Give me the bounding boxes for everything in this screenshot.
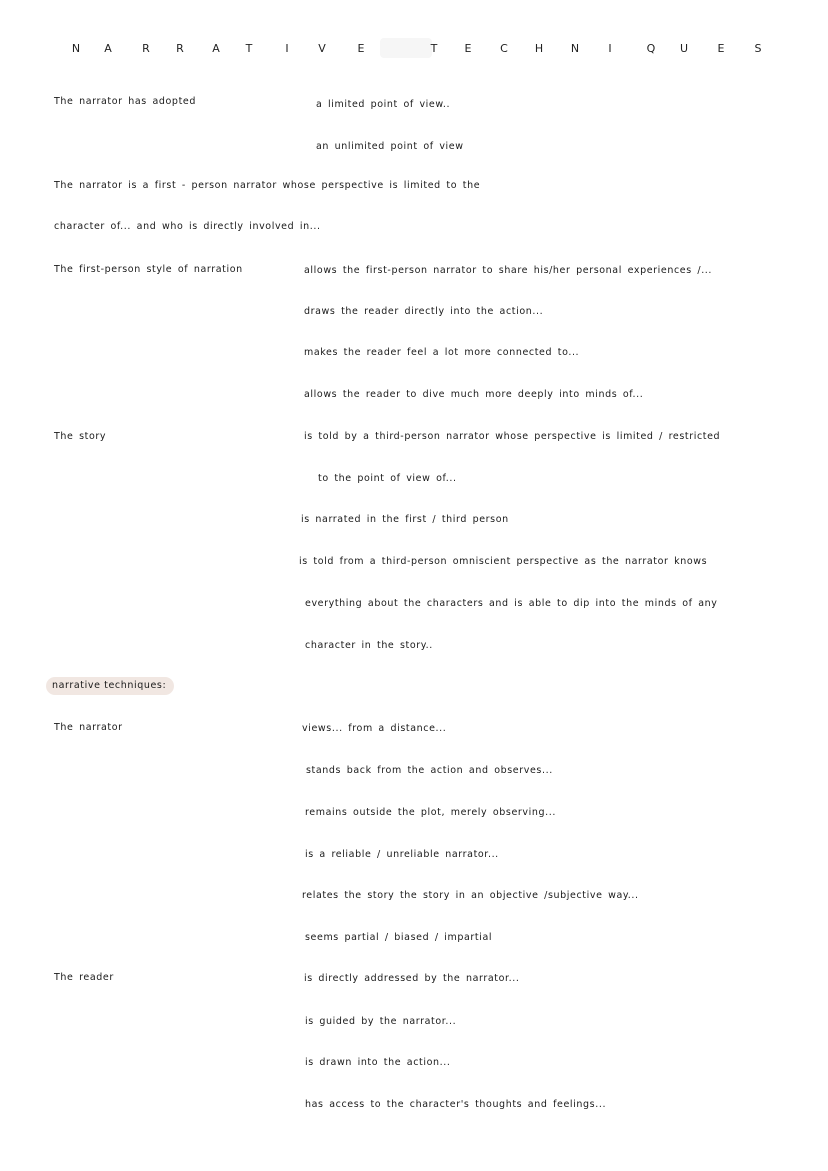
- title-letter: H: [534, 42, 544, 55]
- section-heading: narrative techniques:: [46, 677, 174, 695]
- phrase: is guided by the narrator...: [305, 1016, 457, 1027]
- phrase: views... from a distance...: [302, 723, 447, 734]
- title-letter: S: [754, 42, 762, 55]
- phrase: an unlimited point of view: [316, 141, 464, 152]
- phrase: allows the reader to dive much more deeply into minds of...: [304, 389, 644, 400]
- title-letter: Q: [646, 42, 656, 55]
- title-letter: V: [318, 42, 326, 55]
- title-letter: T: [245, 42, 253, 55]
- phrase: remains outside the plot, merely observing...: [305, 807, 556, 818]
- title-letter: U: [679, 42, 689, 55]
- row-label: The first-person style of narration: [54, 264, 243, 275]
- row-label: The story: [54, 431, 107, 442]
- title-letter: E: [464, 42, 472, 55]
- title-highlight: [380, 38, 432, 58]
- phrase: to the point of view of...: [318, 473, 457, 484]
- phrase: relates the story the story in an objective /subjective way...: [302, 890, 639, 901]
- full-sentence: character of... and who is directly involved in...: [54, 221, 321, 232]
- row-label: The narrator: [54, 722, 123, 733]
- phrase: everything about the characters and is able to dip into the minds of any: [305, 598, 718, 609]
- full-sentence: The narrator is a first - person narrator whose perspective is limited to the: [54, 180, 481, 191]
- phrase: draws the reader directly into the action...: [304, 306, 544, 317]
- title-letter: I: [608, 42, 612, 55]
- title-letter: C: [500, 42, 508, 55]
- title-letter: T: [430, 42, 438, 55]
- title-letter: E: [717, 42, 725, 55]
- phrase: is narrated in the first / third person: [301, 514, 509, 525]
- title-letter: A: [104, 42, 112, 55]
- phrase: has access to the character's thoughts and feelings...: [305, 1099, 607, 1110]
- title-letter: A: [212, 42, 220, 55]
- phrase: is directly addressed by the narrator...: [304, 973, 520, 984]
- phrase: character in the story..: [305, 640, 433, 651]
- title-letter: R: [176, 42, 184, 55]
- phrase: makes the reader feel a lot more connected to...: [304, 347, 580, 358]
- phrase: is drawn into the action...: [305, 1057, 451, 1068]
- row-label: The reader: [54, 972, 114, 983]
- title-letter: I: [285, 42, 289, 55]
- title-letter: E: [357, 42, 365, 55]
- phrase: stands back from the action and observes...: [306, 765, 553, 776]
- title-letter: R: [142, 42, 150, 55]
- phrase: is told from a third-person omniscient perspective as the narrator knows: [299, 556, 708, 567]
- page-title: [62, 42, 774, 62]
- phrase: allows the first-person narrator to share his/her personal experiences /...: [304, 265, 713, 276]
- title-letter: N: [570, 42, 580, 55]
- phrase: a limited point of view..: [316, 99, 451, 110]
- title-letter: N: [71, 42, 81, 55]
- phrase: is a reliable / unreliable narrator...: [305, 849, 499, 860]
- phrase: seems partial / biased / impartial: [305, 932, 493, 943]
- phrase: is told by a third-person narrator whose perspective is limited / restricted: [304, 431, 721, 442]
- row-label: The narrator has adopted: [54, 96, 196, 107]
